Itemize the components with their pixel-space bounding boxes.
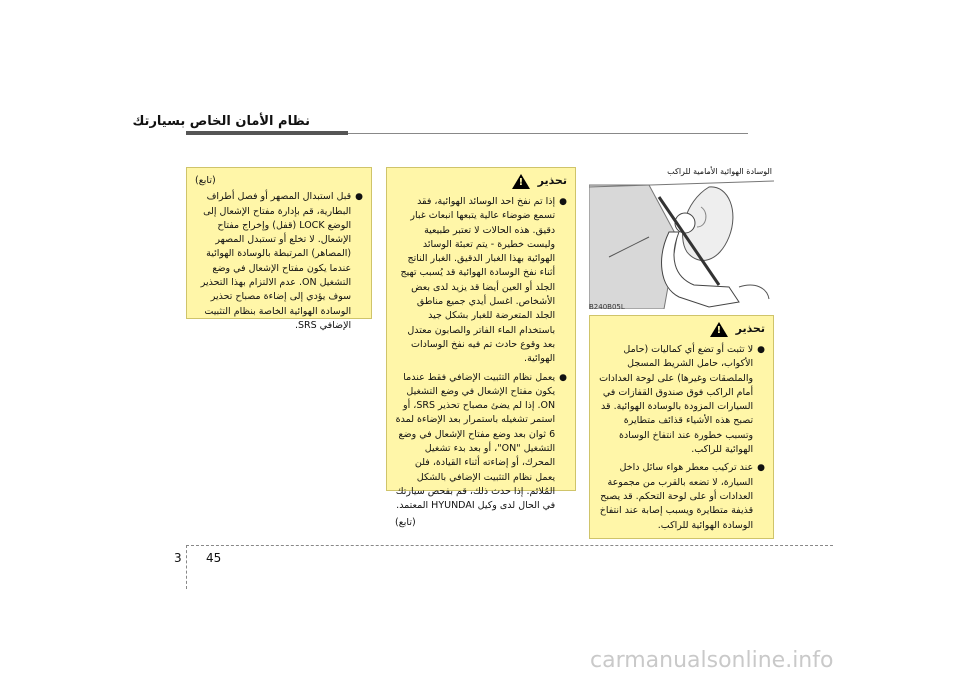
list-item-text: إذا تم نفخ احد الوسائد الهوائية، فقد تسمع ضوضاء عالية يتبعها انبعاث غبار دقيق. هذه الحالات لا تعتبر طبيعية وليست خطيرة - يتم تعبئة الوسائد الهوائية بهذا الغبار الدقيق. الغبار الناتج أثناء نفخ الوسادة الهوائية قد يُسبب تهيج الجلد أو العين أيضا قد يزيد لدى بعض الأشخاص. اغسل أيدي جميع مناطق الجلد المتعرضة للغبار بشكل جيد باستخدام الماء الفاتر والصابون معتدل بعد وقوع حادث تم فيه نفخ الوسادات الهوائية. [400,196,556,365]
footer-rule [186,545,833,546]
warning-triangle-icon: ! [710,322,728,337]
page-header-title: نظام الأمان الخاص بسيارتك [132,114,310,129]
header-rule-thin [348,133,748,134]
warning-triangle-icon: ! [512,174,530,189]
page-number: 45 [206,551,222,565]
figure-title: الوسادة الهوائية الأمامية للراكب [667,167,772,176]
watermark: carmanualsonline.info [590,648,834,673]
continued-label: (تابع) [195,175,216,186]
list-item-text: قبل استبدال المصهر أو فصل أطراف البطارية، قم بإدارة مفتاح الإشعال إلى الوضع LOCK (قفل) وإخراج مفتاح الإشعال. لا تخلع أو تستبدل المصهر (المصاهر) المرتبطة بالوسادة الهوائية عندما يكون مفتاح الإشعال في وضع التشغيل ON. عدم الالتزام بهذا التحذير سوف يؤدي إلى إضاءة مصباح تحذير الوسادة الهوائية الخاصة بنظام التثبيت الإضافي SRS. [200,191,352,331]
bullet-icon: ● [355,192,363,203]
list-item [395,195,567,367]
bullet-icon: ● [757,345,765,355]
warning-title: تحذير [537,174,567,188]
warning-panel-right [589,315,774,539]
list-item [598,461,765,532]
bullet-icon: ● [757,463,765,474]
list-item [395,371,567,514]
continued-note-panel [186,167,372,331]
figure-code: B240B05L [589,303,625,311]
continued-label: (تابع) [395,516,416,528]
airbag-illustration [589,167,774,309]
bullet-icon: ● [559,372,567,383]
list-item [598,343,765,457]
warning-title: تحذير [735,322,765,336]
warning-panel-middle [386,167,576,528]
warning-heading [395,174,567,189]
passenger-airbag-figure [589,167,774,309]
list-item-text: لا تثبت أو تضع أي كماليات (حامل الأكواب، حامل الشريط المسجل والملصقات وغيرها) على لوحة العدادات أمام الراكب فوق صندوق القفازات في السيارات المزودة بالوسادة الهوائية. قد تصبح هذه الأشياء قذائف متطايرة وتسبب خطورة عند انتفاخ الوسادة الهوائية للراكب. [599,344,754,456]
warning-heading [598,322,765,337]
list-item [195,190,363,333]
header-rule-thick [186,131,348,135]
footer-divider [186,545,187,589]
list-item-text: عند تركيب معطر هواء سائل داخل السيارة، لا تضعه بالقرب من مجموعة العدادات أو على لوحة التحكم. قد يصبح قذيفة متطايرة ويسبب إصابة عند انتفاخ الوسادة الهوائية للراكب. [599,462,754,531]
chapter-number: 3 [174,551,182,565]
bullet-icon: ● [559,197,567,207]
list-item-text: يعمل نظام التثبيت الإضافي فقط عندما يكون مفتاح الإشعال في وضع التشغيل ON. إذا لم يضئ مصباح تحذير SRS، أو استمر تشغيله باستمرار بعد الإضاءة لمدة 6 ثوان بعد وضع مفتاح الإشعال في وضع التشغيل "ON"، أو بعد بدء تشغيل المحرك، أو إضاءته أثناء القيادة، فلن يعمل نظام التثبيت الإضافي بالشكل المُلائم. إذا حدث ذلك، قم بفحص سيارتك في الحال لدى وكيل HYUNDAI المعتمد. [395,371,556,512]
